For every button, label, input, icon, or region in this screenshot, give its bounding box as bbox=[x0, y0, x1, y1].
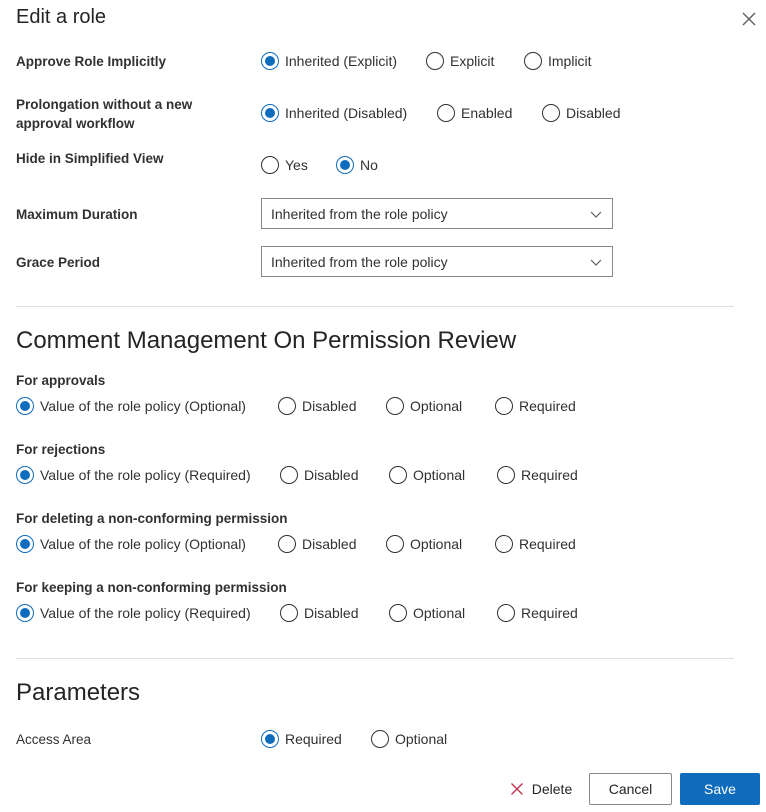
radio-icon bbox=[386, 535, 404, 553]
save-button[interactable]: Save bbox=[680, 773, 760, 805]
radio-icon bbox=[261, 156, 279, 174]
radio-icon bbox=[495, 397, 513, 415]
approvals-label: For approvals bbox=[16, 373, 106, 388]
keeping-option-disabled[interactable]: Disabled bbox=[280, 604, 358, 622]
grace-period-dropdown[interactable] bbox=[261, 246, 613, 277]
deleting-label: For deleting a non-conforming permission bbox=[16, 511, 288, 526]
access-area-label: Access Area bbox=[16, 732, 92, 747]
radio-icon bbox=[497, 604, 515, 622]
access-area-option-optional[interactable]: Optional bbox=[371, 730, 447, 748]
approvals-option-optional[interactable]: Optional bbox=[386, 397, 462, 415]
prolongation-label-line2: approval workflow bbox=[16, 116, 135, 131]
keeping-option-required[interactable]: Required bbox=[497, 604, 578, 622]
keeping-option-policy[interactable]: Value of the role policy (Required) bbox=[16, 604, 251, 622]
radio-selected-icon bbox=[16, 604, 34, 622]
radio-icon bbox=[389, 466, 407, 484]
radio-icon bbox=[386, 397, 404, 415]
approve-option-implicit[interactable]: Implicit bbox=[524, 52, 592, 70]
rejections-option-disabled[interactable]: Disabled bbox=[280, 466, 358, 484]
hide-simplified-label: Hide in Simplified View bbox=[16, 151, 164, 166]
rejections-option-required[interactable]: Required bbox=[497, 466, 578, 484]
comment-section-title: Comment Management On Permission Review bbox=[16, 327, 517, 354]
hide-option-yes[interactable]: Yes bbox=[261, 156, 308, 174]
radio-icon bbox=[542, 104, 560, 122]
radio-icon bbox=[278, 535, 296, 553]
maximum-duration-label: Maximum Duration bbox=[16, 207, 138, 222]
deleting-option-required[interactable]: Required bbox=[495, 535, 576, 553]
radio-icon bbox=[280, 466, 298, 484]
radio-selected-icon bbox=[336, 156, 354, 174]
approvals-option-policy[interactable]: Value of the role policy (Optional) bbox=[16, 397, 246, 415]
deleting-option-optional[interactable]: Optional bbox=[386, 535, 462, 553]
radio-selected-icon bbox=[261, 52, 279, 70]
radio-icon bbox=[280, 604, 298, 622]
radio-selected-icon bbox=[261, 730, 279, 748]
approve-role-label: Approve Role Implicitly bbox=[16, 54, 167, 69]
prolongation-option-inherited[interactable]: Inherited (Disabled) bbox=[261, 104, 407, 122]
grace-period-label: Grace Period bbox=[16, 255, 101, 270]
delete-button-label: Delete bbox=[531, 781, 573, 797]
radio-icon bbox=[437, 104, 455, 122]
keeping-option-optional[interactable]: Optional bbox=[389, 604, 465, 622]
prolongation-label bbox=[16, 95, 192, 133]
chevron-down-icon bbox=[590, 208, 602, 220]
radio-icon bbox=[371, 730, 389, 748]
radio-selected-icon bbox=[16, 535, 34, 553]
prolongation-label-line1: Prolongation without a new bbox=[16, 97, 193, 112]
grace-period-value: Inherited from the role policy bbox=[271, 253, 448, 270]
maximum-duration-value: Inherited from the role policy bbox=[271, 205, 448, 222]
radio-selected-icon bbox=[16, 466, 34, 484]
maximum-duration-dropdown[interactable] bbox=[261, 198, 613, 229]
radio-selected-icon bbox=[261, 104, 279, 122]
close-icon[interactable] bbox=[739, 9, 759, 29]
radio-icon bbox=[389, 604, 407, 622]
parameters-section-title: Parameters bbox=[16, 679, 141, 706]
delete-x-icon bbox=[510, 782, 524, 796]
prolongation-option-enabled[interactable]: Enabled bbox=[437, 104, 512, 122]
hide-option-no[interactable]: No bbox=[336, 156, 378, 174]
chevron-down-icon bbox=[590, 256, 602, 268]
prolongation-option-disabled[interactable]: Disabled bbox=[542, 104, 620, 122]
keeping-label: For keeping a non-conforming permission bbox=[16, 580, 287, 595]
rejections-label: For rejections bbox=[16, 442, 106, 457]
delete-button[interactable] bbox=[506, 773, 576, 805]
rejections-option-policy[interactable]: Value of the role policy (Required) bbox=[16, 466, 251, 484]
approve-option-inherited[interactable]: Inherited (Explicit) bbox=[261, 52, 397, 70]
radio-icon bbox=[524, 52, 542, 70]
radio-selected-icon bbox=[16, 397, 34, 415]
approvals-option-required[interactable]: Required bbox=[495, 397, 576, 415]
deleting-option-policy[interactable]: Value of the role policy (Optional) bbox=[16, 535, 246, 553]
radio-icon bbox=[278, 397, 296, 415]
radio-icon bbox=[495, 535, 513, 553]
section-divider bbox=[16, 658, 734, 659]
radio-icon bbox=[497, 466, 515, 484]
section-divider bbox=[16, 306, 734, 307]
rejections-option-optional[interactable]: Optional bbox=[389, 466, 465, 484]
dialog-title: Edit a role bbox=[16, 6, 107, 28]
radio-icon bbox=[426, 52, 444, 70]
approvals-option-disabled[interactable]: Disabled bbox=[278, 397, 356, 415]
deleting-option-disabled[interactable]: Disabled bbox=[278, 535, 356, 553]
cancel-button[interactable]: Cancel bbox=[589, 773, 672, 805]
access-area-option-required[interactable]: Required bbox=[261, 730, 342, 748]
approve-option-explicit[interactable]: Explicit bbox=[426, 52, 494, 70]
